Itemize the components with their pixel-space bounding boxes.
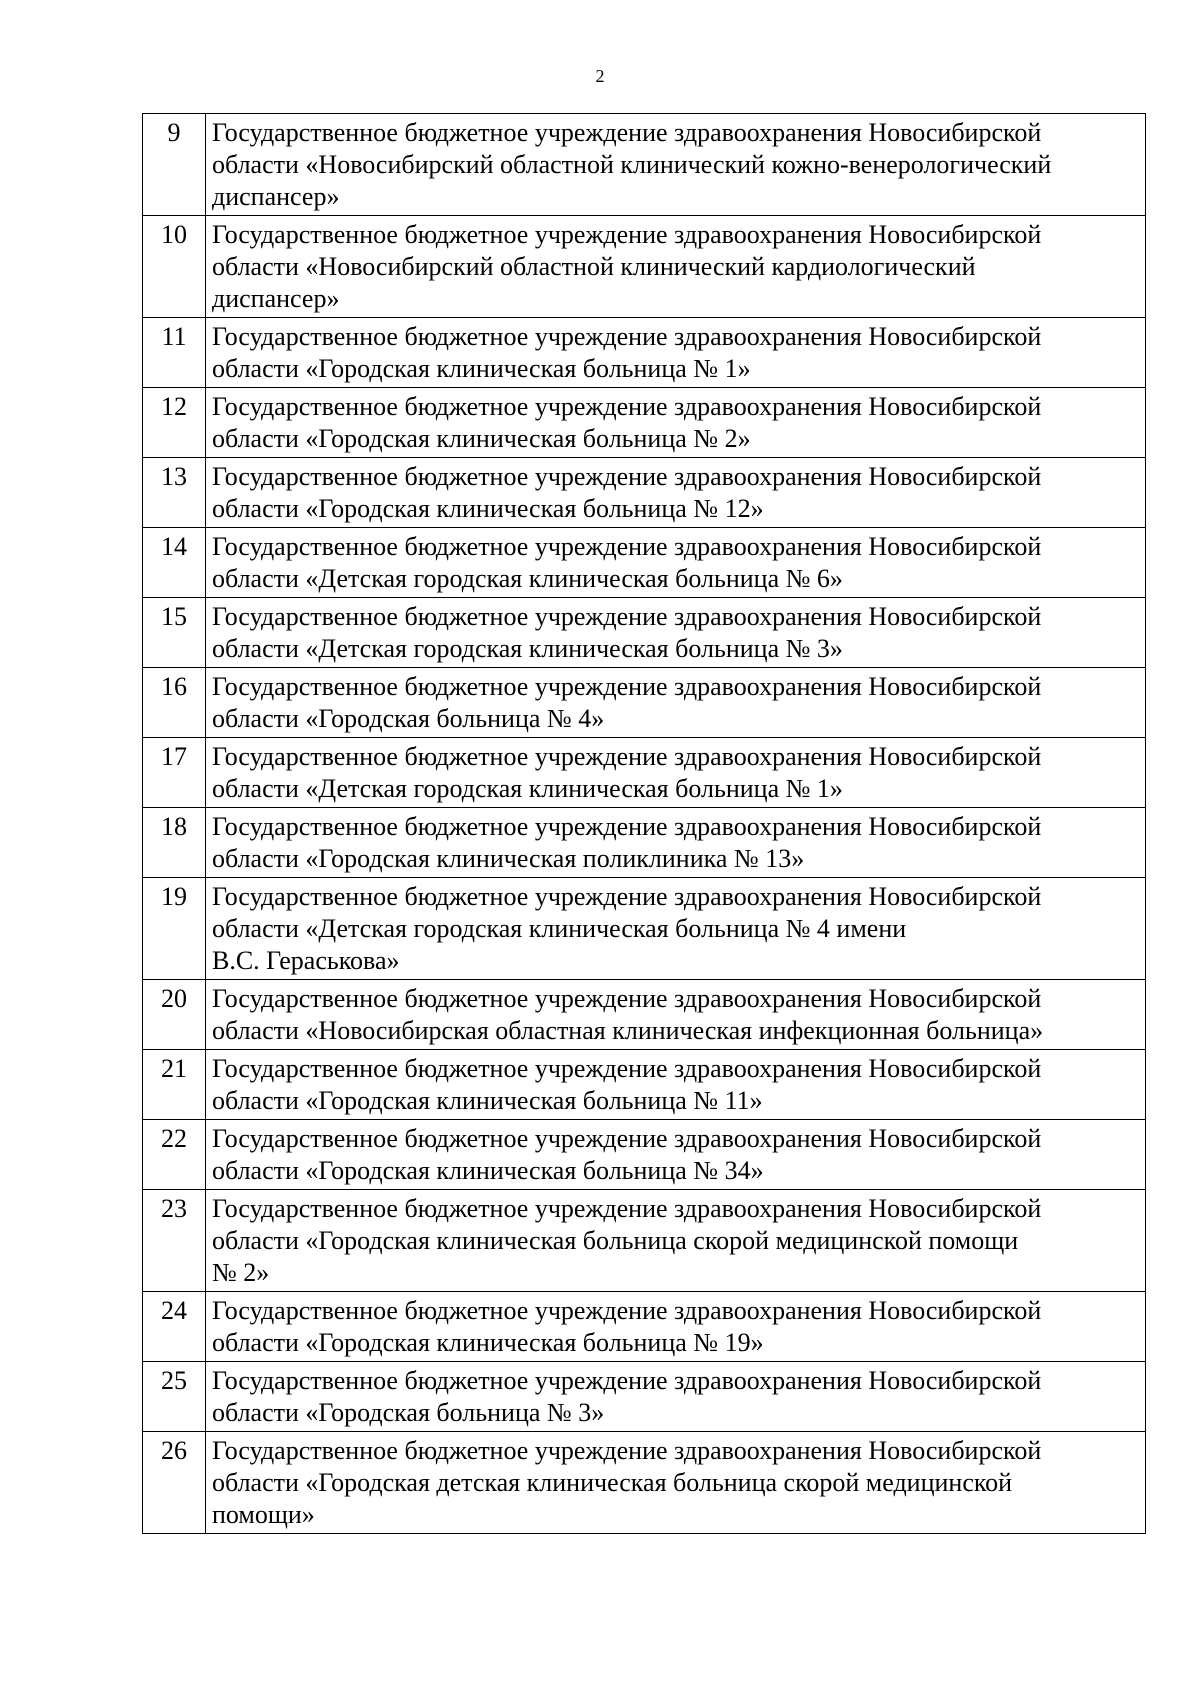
row-number: 14 [143,528,206,598]
table-row [143,216,1146,318]
table-row [143,1292,1146,1362]
institution-name [206,878,1146,980]
table-row [143,808,1146,878]
institution-name [206,1362,1146,1432]
table-row [143,318,1146,388]
table-row [143,1432,1146,1534]
institution-name-line: области «Городская клиническая больница № 19» [212,1328,764,1357]
row-number: 17 [143,738,206,808]
institution-name-line: области «Городская клиническая больница № 11» [212,1086,763,1115]
institution-name [206,114,1146,216]
institution-name-line: Государственное бюджетное учреждение здравоохранения Новосибирской [212,984,1042,1013]
page-number: 2 [595,66,605,86]
institution-name [206,458,1146,528]
institution-name-line: области «Городская больница № 4» [212,704,605,733]
institution-name [206,216,1146,318]
row-number: 23 [143,1190,206,1292]
institution-name-line: Государственное бюджетное учреждение здравоохранения Новосибирской [212,742,1042,771]
row-number: 10 [143,216,206,318]
institution-name [206,1432,1146,1534]
table-row [143,668,1146,738]
institution-name [206,598,1146,668]
row-number: 25 [143,1362,206,1432]
institution-name-line: В.С. Гераськова» [212,946,400,975]
institution-name-line: области «Городская клиническая больница № 34» [212,1156,764,1185]
institution-name-line: области «Новосибирский областной клинический кардиологический [212,252,976,281]
institution-name-line: области «Новосибирский областной клинический кожно-венерологический [212,150,1052,179]
institution-name-line: Государственное бюджетное учреждение здравоохранения Новосибирской [212,532,1042,561]
institution-name-line: Государственное бюджетное учреждение здравоохранения Новосибирской [212,220,1042,249]
institution-name-line: области «Детская городская клиническая больница № 3» [212,634,843,663]
table-row [143,598,1146,668]
institution-name-line: Государственное бюджетное учреждение здравоохранения Новосибирской [212,1194,1042,1223]
institution-name-line: Государственное бюджетное учреждение здравоохранения Новосибирской [212,1366,1042,1395]
institution-name-line: области «Городская клиническая больница № 2» [212,424,751,453]
row-number: 22 [143,1120,206,1190]
institution-name-line: Государственное бюджетное учреждение здравоохранения Новосибирской [212,392,1042,421]
institution-name-line: Государственное бюджетное учреждение здравоохранения Новосибирской [212,812,1042,841]
row-number: 19 [143,878,206,980]
institution-name-line: помощи» [212,1500,315,1529]
institution-name-line: диспансер» [212,284,340,313]
row-number: 18 [143,808,206,878]
institution-name-line: области «Городская больница № 3» [212,1398,605,1427]
row-number: 21 [143,1050,206,1120]
institution-name-line: Государственное бюджетное учреждение здравоохранения Новосибирской [212,1124,1042,1153]
institution-name-line: Государственное бюджетное учреждение здравоохранения Новосибирской [212,462,1042,491]
institution-name-line: Государственное бюджетное учреждение здравоохранения Новосибирской [212,882,1042,911]
institution-name-line: Государственное бюджетное учреждение здравоохранения Новосибирской [212,322,1042,351]
table-row [143,1362,1146,1432]
institution-name [206,318,1146,388]
row-number: 15 [143,598,206,668]
institution-name-line: области «Городская клиническая поликлиника № 13» [212,844,805,873]
institutions-table [142,113,1146,1534]
table-row [143,388,1146,458]
institution-name-line: Государственное бюджетное учреждение здравоохранения Новосибирской [212,672,1042,701]
institution-name-line: области «Детская городская клиническая больница № 6» [212,564,843,593]
institution-name [206,738,1146,808]
row-number: 26 [143,1432,206,1534]
institution-name-line: диспансер» [212,182,340,211]
institution-name-line: области «Детская городская клиническая больница № 1» [212,774,843,803]
institution-name-line: Государственное бюджетное учреждение здравоохранения Новосибирской [212,118,1042,147]
row-number: 20 [143,980,206,1050]
institution-name [206,528,1146,598]
institution-name [206,668,1146,738]
institution-name-line: Государственное бюджетное учреждение здравоохранения Новосибирской [212,602,1042,631]
institution-name [206,1190,1146,1292]
institution-name [206,1292,1146,1362]
institution-name-line: Государственное бюджетное учреждение здравоохранения Новосибирской [212,1296,1042,1325]
table-row [143,458,1146,528]
table-row [143,980,1146,1050]
table-row [143,1050,1146,1120]
institution-name-line: № 2» [212,1258,270,1287]
row-number: 24 [143,1292,206,1362]
table-row [143,528,1146,598]
institution-name [206,980,1146,1050]
institution-name [206,388,1146,458]
table-row [143,1190,1146,1292]
institution-name-line: области «Городская детская клиническая больница скорой медицинской [212,1468,1013,1497]
institution-name-line: Государственное бюджетное учреждение здравоохранения Новосибирской [212,1436,1042,1465]
institution-name-line: области «Городская клиническая больница № 1» [212,354,751,383]
row-number: 11 [143,318,206,388]
institution-name [206,808,1146,878]
table-row [143,114,1146,216]
institutions-table-body [143,114,1146,1534]
table-row [143,878,1146,980]
row-number: 12 [143,388,206,458]
institution-name [206,1120,1146,1190]
row-number: 16 [143,668,206,738]
institution-name-line: области «Новосибирская областная клиническая инфекционная больница» [212,1016,1044,1045]
institution-name-line: области «Городская клиническая больница № 12» [212,494,764,523]
table-row [143,738,1146,808]
row-number: 9 [143,114,206,216]
table-row [143,1120,1146,1190]
institution-name [206,1050,1146,1120]
row-number: 13 [143,458,206,528]
institution-name-line: области «Городская клиническая больница скорой медицинской помощи [212,1226,1019,1255]
institution-name-line: Государственное бюджетное учреждение здравоохранения Новосибирской [212,1054,1042,1083]
institution-name-line: области «Детская городская клиническая больница № 4 имени [212,914,907,943]
